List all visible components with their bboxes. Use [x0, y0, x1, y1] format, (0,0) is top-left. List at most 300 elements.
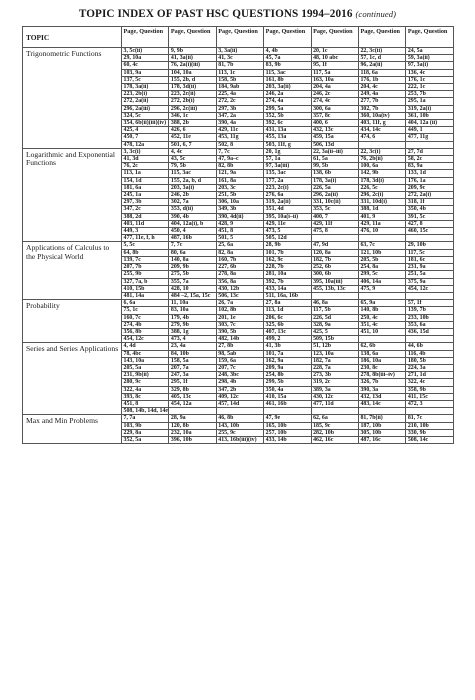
header-page-question: Page, Question — [264, 27, 311, 48]
question-cell: 487, 16c — [358, 436, 405, 443]
question-cell: 429, 11c — [216, 127, 263, 134]
question-cell: 226, 5c — [358, 184, 405, 191]
question-cell: 58, 2c — [406, 156, 453, 163]
question-cell: 113, 1c — [216, 69, 263, 76]
question-cell: 27, 8b — [216, 343, 263, 350]
question-cell: 24, 5a — [406, 48, 453, 55]
question-cell: 451, 10 — [358, 328, 405, 335]
question-cell: 46, 8a — [311, 300, 358, 307]
question-cell: 83, 10a — [169, 307, 216, 314]
question-cell: 272, 2c — [216, 98, 263, 105]
question-cell: 41, 3c — [216, 55, 263, 62]
question-cell: 82, 8b — [216, 163, 263, 170]
question-cell: 178, 3d(ii) — [169, 84, 216, 91]
question-cell: 182, 7a — [311, 357, 358, 364]
question-cell: 328, 9a — [311, 321, 358, 328]
question-cell: 226, 5d — [311, 314, 358, 321]
question-cell: 250, 4c — [358, 314, 405, 321]
question-cell: 357, 8c — [311, 112, 358, 119]
table-row — [23, 343, 454, 350]
question-cell: 80, 6a — [169, 249, 216, 256]
title-text: TOPIC INDEX OF PAST HSC QUESTIONS 1994–2016 — [78, 8, 353, 20]
question-cell: 347, 2b — [216, 386, 263, 393]
question-cell: 483, 14c — [358, 400, 405, 407]
question-cell: 158, 5a — [169, 357, 216, 364]
question-cell: 388, 2b — [169, 120, 216, 127]
question-cell: 225, 4a — [216, 91, 263, 98]
question-cell: 185, 9c — [311, 422, 358, 429]
question-cell: 282, 10b — [311, 429, 358, 436]
question-cell — [311, 235, 358, 242]
question-cell: 254, 8b — [264, 372, 311, 379]
table-row — [23, 415, 454, 422]
question-cell: 251, 5a — [406, 271, 453, 278]
question-cell: 224, 3a — [406, 364, 453, 371]
question-cell: 4, 4b — [264, 48, 311, 55]
question-cell: 353, d(ii) — [169, 206, 216, 213]
question-cell: 396, 10b — [169, 436, 216, 443]
question-cell: 3, 3a(ii) — [216, 48, 263, 55]
question-cell: 509, 15b — [311, 336, 358, 343]
question-cell: 9, 9b — [169, 48, 216, 55]
question-cell: 83, 9b — [264, 62, 311, 69]
question-cell: 227, 6b — [216, 264, 263, 271]
question-cell: 454, 12c — [406, 285, 453, 292]
question-cell: 62, 6a — [311, 415, 358, 422]
question-cell: 43, 5c — [169, 156, 216, 163]
question-cell: 279, 9b — [169, 321, 216, 328]
question-cell: 159, 6a — [216, 357, 263, 364]
question-cell: 255, 9c — [216, 429, 263, 436]
question-cell: 390, 4b — [169, 213, 216, 220]
question-cell: 391, 5c — [406, 213, 453, 220]
question-cell: 453, 11g — [216, 134, 263, 141]
question-cell — [264, 408, 311, 415]
question-cell: 352, 5a — [122, 436, 169, 443]
question-cell: 257, 10b — [264, 429, 311, 436]
header-topic: TOPIC — [23, 27, 122, 48]
question-cell: 223, 2b(i) — [122, 91, 169, 98]
question-cell: 41, 3b — [264, 343, 311, 350]
question-cell: 389, 3a — [311, 386, 358, 393]
question-cell: 177, 2a — [264, 177, 311, 184]
question-cell: 428, 10 — [169, 285, 216, 292]
question-cell — [406, 336, 453, 343]
question-cell: 451, 8 — [122, 400, 169, 407]
question-cell: 101, 7a — [264, 350, 311, 357]
question-cell: 352, 5b — [264, 112, 311, 119]
question-cell: 434, 14c — [358, 127, 405, 134]
question-cell: 205, 5a — [122, 364, 169, 371]
question-cell: 101, 7b — [264, 249, 311, 256]
question-cell: 297, 3b — [122, 199, 169, 206]
question-cell: 295, 1a — [406, 98, 453, 105]
question-cell: 231, 9a — [406, 264, 453, 271]
question-cell: 499, 2 — [264, 336, 311, 343]
question-cell: 407, 13c — [264, 328, 311, 335]
question-cell: 272, 2b(i) — [169, 98, 216, 105]
question-cell: 228, 7b — [264, 264, 311, 271]
question-cell: 81, 7b(ii) — [358, 415, 405, 422]
question-cell: 390, 3a — [358, 386, 405, 393]
question-cell: 160, 7c — [122, 314, 169, 321]
header-page-question: Page, Question — [311, 27, 358, 48]
question-cell: 121, 10b — [358, 249, 405, 256]
question-cell: 63, 7c — [358, 242, 405, 249]
question-cell: 452, 11e — [169, 134, 216, 141]
question-cell: 249, 4a — [358, 91, 405, 98]
question-cell: 281, 10a — [264, 271, 311, 278]
question-cell: 347, 2c — [122, 206, 169, 213]
question-cell: 97, 3a(iii) — [264, 163, 311, 170]
question-cell: 406, 14a — [358, 278, 405, 285]
question-cell: 403, 11d — [122, 220, 169, 227]
question-cell: 47, 9e — [264, 415, 311, 422]
question-cell: 229, 8a — [122, 429, 169, 436]
question-cell: 29, 10b — [406, 242, 453, 249]
question-cell: 505, 12d — [264, 235, 311, 242]
question-cell: 143, 10b — [216, 422, 263, 429]
question-cell: 322, 4c — [406, 379, 453, 386]
question-cell: 300, 6b — [311, 271, 358, 278]
question-cell: 4, 4c — [169, 148, 216, 155]
question-cell: 3, 5c(ii) — [122, 48, 169, 55]
question-cell: 413, 16b(iii)(iv) — [216, 436, 263, 443]
question-cell: 7, 7a — [122, 415, 169, 422]
question-cell: 390, 5b — [216, 328, 263, 335]
question-cell: 7, 7c — [169, 242, 216, 249]
question-cell: 455, 13a — [264, 134, 311, 141]
question-cell — [358, 292, 405, 299]
header-page-question: Page, Question — [358, 27, 405, 48]
question-cell: 425, 5 — [311, 328, 358, 335]
question-cell: 297, 3b — [216, 105, 263, 112]
question-cell: 358, 9b — [406, 386, 453, 393]
question-cell: 117, 5b — [311, 307, 358, 314]
question-cell: 280, 9c — [122, 379, 169, 386]
question-cell: 83, 9a — [406, 163, 453, 170]
question-cell: 84, 10b — [169, 350, 216, 357]
question-cell: 355, 7a — [169, 278, 216, 285]
question-cell: 247, 3a — [169, 372, 216, 379]
question-cell: 11, 10a — [169, 300, 216, 307]
question-cell: 20, 1c — [311, 48, 358, 55]
question-cell: 76, 2a(i)(iii) — [169, 62, 216, 69]
question-cell: 155, 2b, d — [169, 76, 216, 83]
question-cell: 484 –2, 15a, 15c — [169, 292, 216, 299]
question-cell: 274, 4b — [122, 321, 169, 328]
question-cell: 433, 14b — [264, 436, 311, 443]
topic-cell: Applications of Calculus to the Physical World — [23, 242, 122, 300]
question-cell: 347, 2a — [216, 112, 263, 119]
question-cell: 161, 8a — [216, 177, 263, 184]
question-cell: 98, 5ab — [216, 350, 263, 357]
question-cell: 22, 3c(i) — [358, 148, 405, 155]
question-cell: 295, 1f — [169, 379, 216, 386]
question-cell: 233, 10b — [406, 314, 453, 321]
question-cell: 455, 13b, 13c — [311, 285, 358, 292]
question-cell: 102, 8b — [216, 307, 263, 314]
question-cell: 64, 8b — [122, 249, 169, 256]
question-cell: 207, 7a — [169, 364, 216, 371]
question-cell: 298, 4b — [216, 379, 263, 386]
question-cell — [358, 141, 405, 148]
question-cell: 209, 9a — [264, 364, 311, 371]
question-cell: 207, 7b — [122, 264, 169, 271]
question-cell: 209, 9c — [406, 184, 453, 191]
question-cell: 506, 13c — [216, 292, 263, 299]
question-cell: 477, 11e, f, h — [122, 235, 169, 242]
question-cell: 140, 8b — [358, 307, 405, 314]
question-cell: 457, 14d — [216, 400, 263, 407]
question-cell: 473, 5 — [264, 228, 311, 235]
question-cell: 5, 5c — [122, 242, 169, 249]
question-cell: 296, 2a(iii) — [122, 105, 169, 112]
question-cell: 450, 4 — [169, 228, 216, 235]
question-cell: 459, 15a — [311, 134, 358, 141]
question-cell: 388, 1g — [169, 328, 216, 335]
question-cell: 210, 10b — [406, 422, 453, 429]
question-cell: 246, 2c — [311, 91, 358, 98]
question-cell: 178, 3d(i) — [358, 177, 405, 184]
question-cell: 248, 3bc — [216, 372, 263, 379]
topic-cell: Trigonometric Functions — [23, 48, 122, 149]
question-cell: 327, 7a, b — [122, 278, 169, 285]
question-cell: 436, 15d — [406, 328, 453, 335]
question-cell: 51, 12b — [311, 343, 358, 350]
question-cell: 388, 2d — [122, 213, 169, 220]
question-cell: 430, 12b — [216, 285, 263, 292]
question-cell: 206, 6c — [264, 314, 311, 321]
question-cell: 501, 6, 7 — [169, 141, 216, 148]
question-cell: 26, 7a — [216, 300, 263, 307]
question-cell: 118, 6a — [358, 69, 405, 76]
question-cell: 123, 10a — [311, 350, 358, 357]
question-cell: 429, 11e — [264, 220, 311, 227]
question-cell: 6, 6a — [122, 300, 169, 307]
question-cell: 472, 3 — [406, 400, 453, 407]
question-cell: 99, 5b — [311, 163, 358, 170]
question-cell: 296, 2c(iii) — [169, 105, 216, 112]
table-body — [23, 48, 454, 444]
question-cell: 475, 8 — [311, 228, 358, 235]
question-cell: 356, 8a — [216, 278, 263, 285]
question-cell: 331, 10c(ii) — [311, 199, 358, 206]
question-cell: 205, 5b — [358, 256, 405, 263]
question-cell: 179, 4b — [169, 314, 216, 321]
question-cell: 449, 3 — [122, 228, 169, 235]
question-cell: 81, 7b — [216, 62, 263, 69]
question-cell: 223, 2c(ii) — [169, 91, 216, 98]
question-cell: 404, 12a(i), b — [169, 220, 216, 227]
question-cell: 96, 2a(ii) — [358, 62, 405, 69]
question-cell: 23, 4a — [169, 343, 216, 350]
question-cell: 361, 10b — [406, 112, 453, 119]
question-cell: 411, 15c — [406, 393, 453, 400]
question-cell: 319, 2a(ii) — [264, 199, 311, 206]
question-cell: 426, 6 — [169, 127, 216, 134]
question-cell: 255, 9b — [122, 271, 169, 278]
question-cell: 350, 4a — [264, 386, 311, 393]
header-page-question: Page, Question — [122, 27, 169, 48]
question-cell: 409, 12c — [216, 393, 263, 400]
question-cell: 162, 9a — [264, 357, 311, 364]
question-cell: 178, 3a(i) — [311, 177, 358, 184]
question-cell: 163, 10a — [311, 76, 358, 83]
question-cell: 81, 7c — [406, 415, 453, 422]
question-cell: 120, 8b — [169, 422, 216, 429]
question-cell: 404, 12a (ii) — [406, 120, 453, 127]
header-page-question: Page, Question — [406, 27, 453, 48]
question-cell: 95, 1f — [311, 62, 358, 69]
question-cell: 97, 3a(i) — [406, 62, 453, 69]
question-cell: 41, 3a(ii) — [169, 55, 216, 62]
question-cell: 184, 9ab — [216, 84, 263, 91]
question-cell: 400, 6 — [311, 120, 358, 127]
table-row — [23, 242, 454, 249]
question-cell: 47, 9a–c — [216, 156, 263, 163]
question-cell: 462, 16c — [311, 436, 358, 443]
header-page-question: Page, Question — [216, 27, 263, 48]
question-cell: 165, 10b — [264, 422, 311, 429]
question-cell: 429, 11a — [358, 220, 405, 227]
question-cell: 451, 8 — [216, 228, 263, 235]
question-cell: 57, 1f — [406, 300, 453, 307]
question-cell: 277, 7b — [358, 98, 405, 105]
question-cell: 354, 6b(ii)(iii)(iv) — [122, 120, 169, 127]
question-cell: 246, 2a — [264, 91, 311, 98]
question-cell: 27, 8a — [264, 300, 311, 307]
question-cell: 181, 6a — [122, 184, 169, 191]
question-cell: 142, 9b — [358, 170, 405, 177]
topic-cell: Logarithmic and Exponential Functions — [23, 148, 122, 242]
question-cell: 432, 13d — [358, 393, 405, 400]
question-cell: 78, 4bc — [122, 350, 169, 357]
question-cell: 278, 8a — [216, 271, 263, 278]
question-cell: 473, 4 — [169, 336, 216, 343]
question-cell: 113, 1d — [264, 307, 311, 314]
question-cell: 201, 1e — [216, 314, 263, 321]
question-cell: 449, 1 — [406, 127, 453, 134]
question-cell: 410, 15b — [122, 285, 169, 292]
question-cell: 401, 9 — [358, 213, 405, 220]
question-cell: 20, 1g — [264, 148, 311, 155]
question-cell: 160, 7b — [216, 256, 263, 263]
question-cell: 305, 10b — [358, 429, 405, 436]
question-cell: 427, 8 — [406, 220, 453, 227]
question-cell — [169, 408, 216, 415]
question-cell: 29, 10a — [122, 55, 169, 62]
question-cell: 178, 3a(ii) — [122, 84, 169, 91]
question-cell: 82, 8a — [216, 249, 263, 256]
question-cell: 228, 7a — [311, 364, 358, 371]
question-cell: 120, 8a — [311, 249, 358, 256]
question-cell: 390, 4d(ii) — [216, 213, 263, 220]
header-page-question: Page, Question — [169, 27, 216, 48]
question-cell: 276, 6a — [264, 192, 311, 199]
question-cell: 482, 14b — [216, 336, 263, 343]
question-cell: 272, 2a(i) — [406, 192, 453, 199]
question-cell: 27, 7d — [406, 148, 453, 155]
question-cell: 204, 4c — [358, 84, 405, 91]
question-cell: 405, 13c — [169, 393, 216, 400]
question-cell: 121, 9a — [216, 170, 263, 177]
question-cell: 252, 6b — [311, 264, 358, 271]
question-cell: 392, 6c — [264, 120, 311, 127]
question-cell: 432, 13c — [311, 127, 358, 134]
question-cell: 400, 7 — [311, 213, 358, 220]
question-cell: 272, 2a(ii) — [122, 98, 169, 105]
question-cell: 209, 9b — [169, 264, 216, 271]
question-cell: 477, 11d — [311, 400, 358, 407]
question-cell: 275, 5b — [169, 271, 216, 278]
question-cell: 299, 5c — [358, 271, 405, 278]
question-cell: 100, 6a — [358, 163, 405, 170]
table-row — [23, 148, 454, 155]
topic-cell: Max and Min Problems — [23, 415, 122, 444]
question-cell: 429, 11f — [311, 220, 358, 227]
question-cell: 254, 8a — [358, 264, 405, 271]
question-cell: 65, 9a — [358, 300, 405, 307]
question-cell: 350, 4b — [406, 206, 453, 213]
question-cell: 393, 8c — [122, 393, 169, 400]
question-cell: 181, 6c — [406, 256, 453, 263]
question-cell: 231, 9b(ii) — [122, 372, 169, 379]
question-cell: 302, 7a — [169, 199, 216, 206]
question-cell: 207, 7c — [216, 364, 263, 371]
question-cell: 79, 5b — [169, 163, 216, 170]
question-cell: 222, 1c — [406, 84, 453, 91]
question-cell: 176, 1b — [358, 76, 405, 83]
question-cell: 356, 8b — [122, 328, 169, 335]
question-cell: 506, 13d — [311, 141, 358, 148]
question-cell: 41, 3d — [122, 156, 169, 163]
question-cell: 474, 6 — [358, 134, 405, 141]
question-cell: 428, 9 — [216, 220, 263, 227]
question-cell: 4, 4d — [122, 343, 169, 350]
question-cell: 390, 4a — [216, 120, 263, 127]
question-cell: 274, 4a — [264, 98, 311, 105]
question-cell: 204, 4a — [311, 84, 358, 91]
question-cell — [216, 408, 263, 415]
question-cell: 7, 7c — [216, 148, 263, 155]
question-cell — [406, 141, 453, 148]
question-cell: 273, 3b — [311, 372, 358, 379]
question-cell: 246, 2b — [169, 192, 216, 199]
question-cell: 433, 14a — [264, 285, 311, 292]
question-cell: 136, 4c — [406, 69, 453, 76]
question-cell: 28, 9a — [169, 415, 216, 422]
question-cell: 176, 1c — [406, 76, 453, 83]
topic-cell: Series and Series Applications — [23, 343, 122, 415]
question-cell: 460, 15c — [406, 228, 453, 235]
question-cell — [358, 408, 405, 415]
question-cell: 375, 9a — [406, 278, 453, 285]
question-cell: 331, 10d(i) — [358, 199, 405, 206]
question-cell: 508, 14b, 14d, 14e — [123, 408, 169, 415]
question-cell: 103, 9a — [122, 69, 169, 76]
question-cell: 25, 6a — [216, 242, 263, 249]
question-cell: 138, 6a — [358, 350, 405, 357]
question-cell: 104, 10a — [169, 69, 216, 76]
question-cell: 46, 8b — [216, 415, 263, 422]
title-continued: (continued) — [355, 9, 397, 19]
page-title — [22, 8, 453, 20]
question-cell: 508, 14c — [406, 436, 453, 443]
table-row — [23, 48, 454, 55]
question-cell: 503, 11f, g — [264, 141, 311, 148]
question-cell: 477, 11g — [406, 134, 453, 141]
